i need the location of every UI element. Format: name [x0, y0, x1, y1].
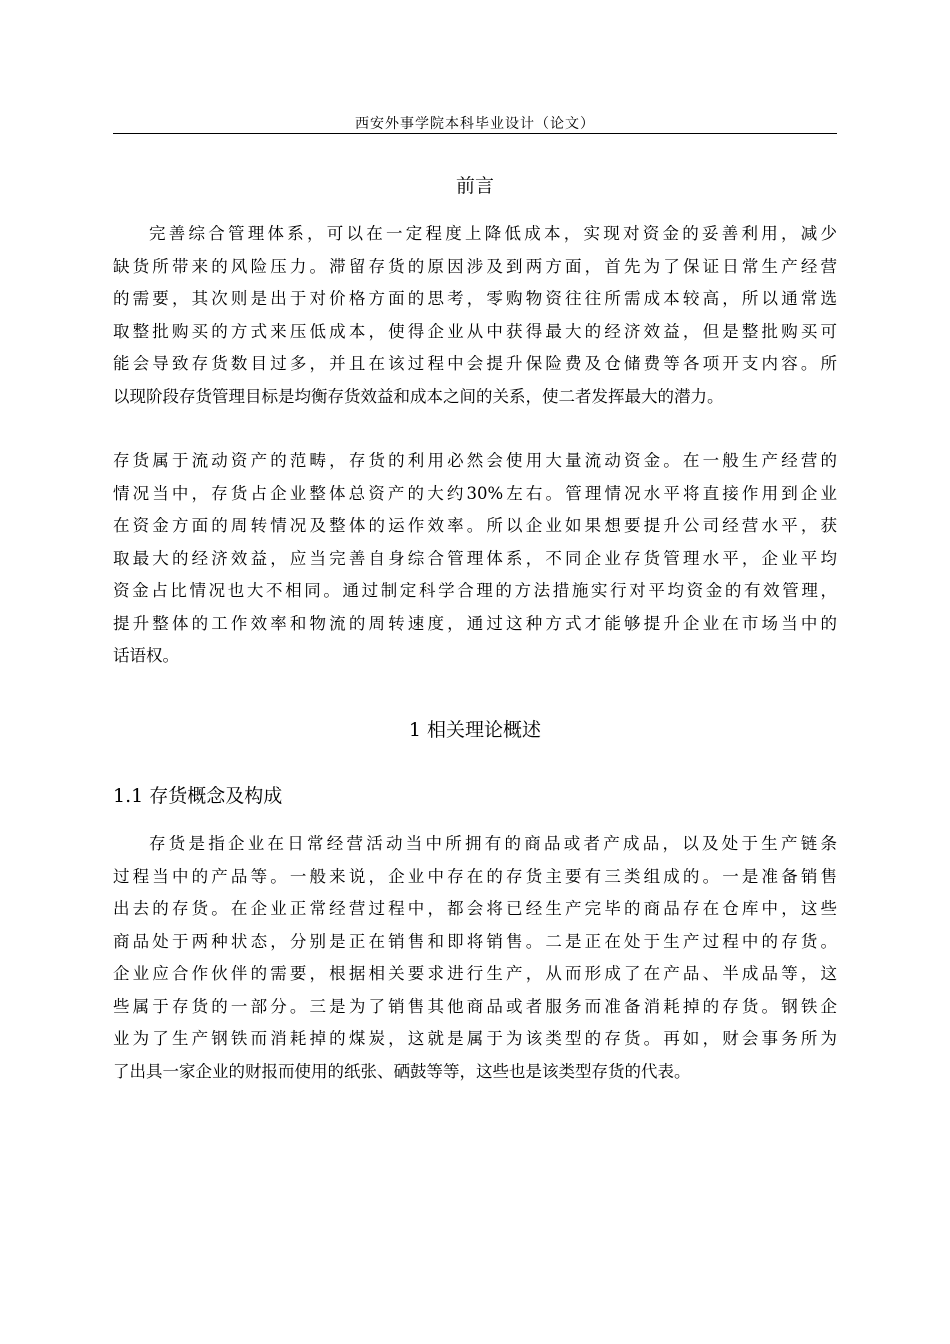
text-line: 取整批购买的方式来压低成本，使得企业从中获得最大的经济效益，但是整批购买可: [113, 321, 837, 341]
text-line: 完善综合管理体系，可以在一定程度上降低成本，实现对资金的妥善利用，减少: [149, 224, 837, 243]
text-line: 企业应合作伙伴的需要，根据相关要求进行生产，从而形成了在产品、半成品等，这: [113, 964, 837, 983]
text-line: 话语权。: [113, 646, 179, 665]
text-line: 在资金方面的周转情况及整体的运作效率。所以企业如果想要提升公司经营水平，获: [113, 516, 837, 535]
preface-paragraph-2: [113, 445, 837, 673]
text-line: 存货是指企业在日常经营活动当中所拥有的商品或者产成品，以及处于生产链条: [149, 834, 837, 853]
text-line: 商品处于两种状态，分别是正在销售和即将销售。二是正在处于生产过程中的存货。: [113, 931, 837, 951]
section-1-1-title: 1.1 存货概念及构成: [113, 785, 283, 807]
preface-title: 前言: [455, 175, 494, 197]
text-line: 情况当中，存货占企业整体总资产的大约30%左右。管理情况水平将直接作用到企业: [113, 483, 837, 503]
text-line: 存货属于流动资产的范畴，存货的利用必然会使用大量流动资金。在一般生产经营的: [113, 451, 837, 470]
chapter-1-title: 1 相关理论概述: [408, 719, 542, 741]
preface-paragraph-1: [113, 218, 837, 413]
text-line: 的需要，其次则是出于对价格方面的思考，零购物资往往所需成本较高，所以通常选: [113, 289, 837, 308]
section-1-1-paragraph: [113, 828, 837, 1088]
running-header: 西安外事学院本科毕业设计（论文）: [355, 116, 595, 132]
text-line: 能会导致存货数目过多，并且在该过程中会提升保险费及仓储费等各项开支内容。所: [113, 354, 837, 373]
text-line: 过程当中的产品等。一般来说，企业中存在的存货主要有三类组成的。一是准备销售: [113, 866, 837, 886]
text-line: 业为了生产钢铁而消耗掉的煤炭，这就是属于为该类型的存货。再如，财会事务所为: [113, 1029, 837, 1048]
text-line: 提升整体的工作效率和物流的周转速度，通过这种方式才能够提升企业在市场当中的: [113, 613, 837, 633]
header-rule: [113, 133, 837, 134]
text-line: 些属于存货的一部分。三是为了销售其他商品或者服务而准备消耗掉的存货。钢铁企: [113, 996, 837, 1016]
text-line: 出去的存货。在企业正常经营过程中，都会将已经生产完毕的商品存在仓库中，这些: [113, 899, 837, 918]
text-line: 取最大的经济效益，应当完善自身综合管理体系，不同企业存货管理水平，企业平均: [113, 548, 837, 568]
text-line: 缺货所带来的风险压力。滞留存货的原因涉及到两方面，首先为了保证日常生产经营: [113, 256, 837, 276]
text-line: 以现阶段存货管理目标是均衡存货效益和成本之间的关系，使二者发挥最大的潜力。: [113, 386, 724, 406]
text-line: 了出具一家企业的财报而使用的纸张、硒鼓等等，这些也是该类型存货的代表。: [113, 1061, 691, 1081]
text-line: 资金占比情况也大不相同。通过制定科学合理的方法措施实行对平均资金的有效管理，: [113, 581, 837, 600]
